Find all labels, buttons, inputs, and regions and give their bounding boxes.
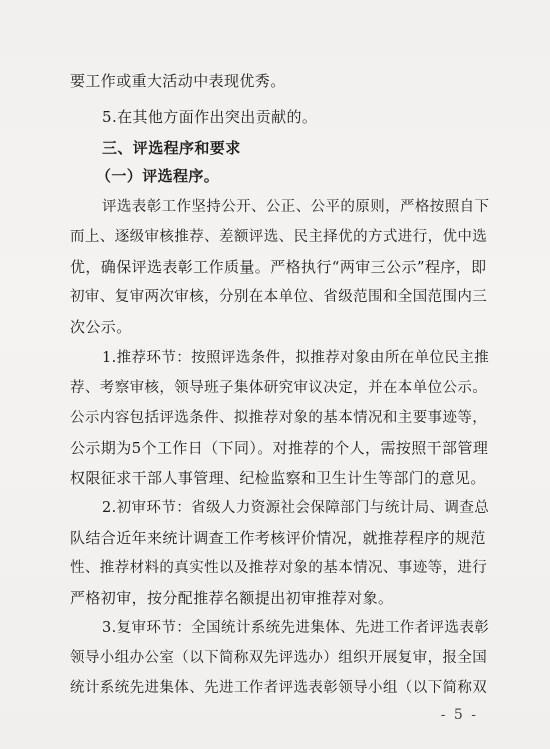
section-heading: 三、评选程序和要求 [102, 139, 241, 157]
text-line: 统计系统先进集体、先进工作者评选表彰领导小组（以下简称双 [70, 680, 488, 696]
text-line: 3.复审环节：全国统计系统先进集体、先进工作者评选表彰 [102, 620, 490, 636]
text-line: 领导小组办公室（以下简称双先评选办）组织开展复审，报全国 [70, 650, 488, 666]
subsection-heading: （一）评选程序。 [96, 167, 220, 185]
text-line: 公示内容包括评选条件、拟推荐对象的基本情况和主要事迹等， [70, 410, 488, 426]
text-line: 2.初审环节：省级人力资源社会保障部门与统计局、调查总 [102, 500, 490, 516]
page-number: - 5 - [440, 707, 478, 723]
text-line: 要工作或重大活动中表现优秀。 [70, 72, 286, 90]
text-line: 而上、逐级审核推荐、差额评选、民主择优的方式进行，优中选 [70, 229, 488, 245]
text-line: 荐、考察审核，领导班子集体研究审议决定，并在本单位公示。 [70, 380, 488, 396]
text-line: 优，确保评选表彰工作质量。严格执行“两审三公示”程序，即 [70, 258, 487, 276]
text-line: 1.推荐环节：按照评选条件，拟推荐对象由所在单位民主推 [102, 350, 490, 366]
text-line: 5.在其他方面作出突出贡献的。 [102, 108, 318, 126]
text-line: 严格初审，按分配推荐名额提出初审推荐对象。 [70, 589, 394, 607]
text-line: 初审、复审两次审核，分别在本单位、省级范围和全国范围内三 [70, 289, 488, 305]
text-line: 评选表彰工作坚持公开、公正、公平的原则，严格按照自下 [102, 199, 490, 215]
text-line: 公示期为5个工作日（下同）。对推荐的个人，需按照干部管理 [70, 439, 489, 457]
text-line: 次公示。 [70, 318, 132, 336]
text-line: 队结合近年来统计调查工作考核评价情况，就推荐程序的规范 [70, 529, 486, 547]
text-line: 性、推荐材料的真实性以及推荐对象的基本情况、事迹等，进行 [70, 560, 488, 576]
text-line: 权限征求干部人事管理、纪检监察和卫生计生等部门的意见。 [70, 469, 486, 487]
